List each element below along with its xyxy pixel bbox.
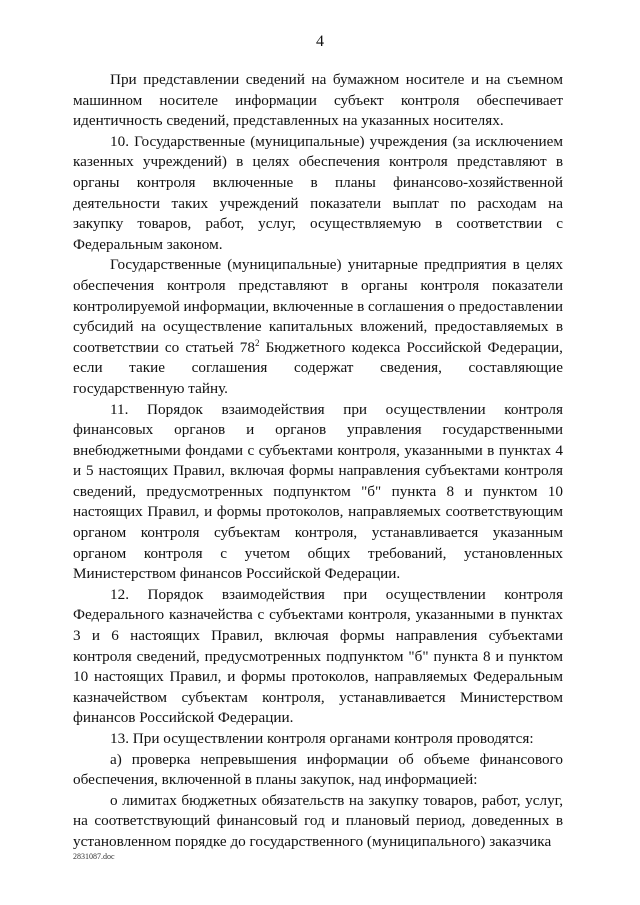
paragraph-13-a: а) проверка непревышения информации об объеме финансового обеспечения, включенной в планы закупок, над информацией: bbox=[73, 750, 563, 789]
paragraph-10: 10. Государственные (муниципальные) учреждения (за исключением казенных учреждений) в целях обеспечения контроля представляют в органы контроля включенные в планы финансово-хозяйственной деятельности таких учреждений показатели выплат по расходам на закупку товаров, работ, услуг, осуществляемую в соответствии с Федеральным законом. bbox=[73, 132, 563, 253]
unitary-text-after: Бюджетного кодекса Российской Федерации, если такие соглашения содержат сведения, составляющие государственную тайну. bbox=[73, 338, 563, 397]
file-name-footer: 2831087.doc bbox=[73, 852, 115, 861]
paragraph-budget-limits: о лимитах бюджетных обязательств на закупку товаров, работ, услуг, на соответствующий финансовый год и плановый период, доведенных в установленном порядке до государственного (муниципального) заказчика bbox=[73, 791, 563, 850]
paragraph-13: 13. При осуществлении контроля органами контроля проводятся: bbox=[110, 730, 534, 747]
unitary-text-before: Государственные (муниципальные) унитарные предприятия в целях обеспечения контроля представляют в органы контроля показатели контролируемой информации, включенные в соглашения о предоставлении субсидий на осуществление капитальных вложений, предоставляемых в соответствии со статьей 78 bbox=[73, 256, 563, 356]
paragraph-paper-media: При представлении сведений на бумажном носителе и на съемном машинном носителе информации субъект контроля обеспечивает идентичность сведений, представленных на указанных носителях. bbox=[73, 71, 563, 130]
page-number: 4 bbox=[316, 33, 324, 50]
paragraph-12: 12. Порядок взаимодействия при осуществлении контроля Федерального казначейства с субъектами контроля, указанными в пунктах 3 и 6 настоящих Правил, включая формы направления субъектами контроля сведений, предусмотренных подпунктом "б" пункта 8 и пунктом 10 настоящих Правил, и формы протоколов, направляемых Федеральным казначейством субъектам контроля, устанавливается Министерством финансов Российской Федерации. bbox=[73, 585, 563, 727]
paragraph-11: 11. Порядок взаимодействия при осуществлении контроля финансовых органов и органов управления государственными внебюджетными фондами с субъектами контроля, указанными в пунктах 4 и 5 настоящих Правил, включая формы направления субъектами контроля сведений, предусмотренных подпунктом "б" пункта 8 и пунктом 10 настоящих Правил, и формы протоколов, направляемых соответствующим органом контроля субъектам контроля, устанавливается указанным органом контроля с учетом общих требований, установленных Министерством финансов Российской Федерации. bbox=[73, 400, 563, 583]
document-body bbox=[73, 70, 563, 853]
paragraph-unitary-enterprises bbox=[73, 255, 563, 399]
article-superscript: 2 bbox=[254, 337, 260, 348]
